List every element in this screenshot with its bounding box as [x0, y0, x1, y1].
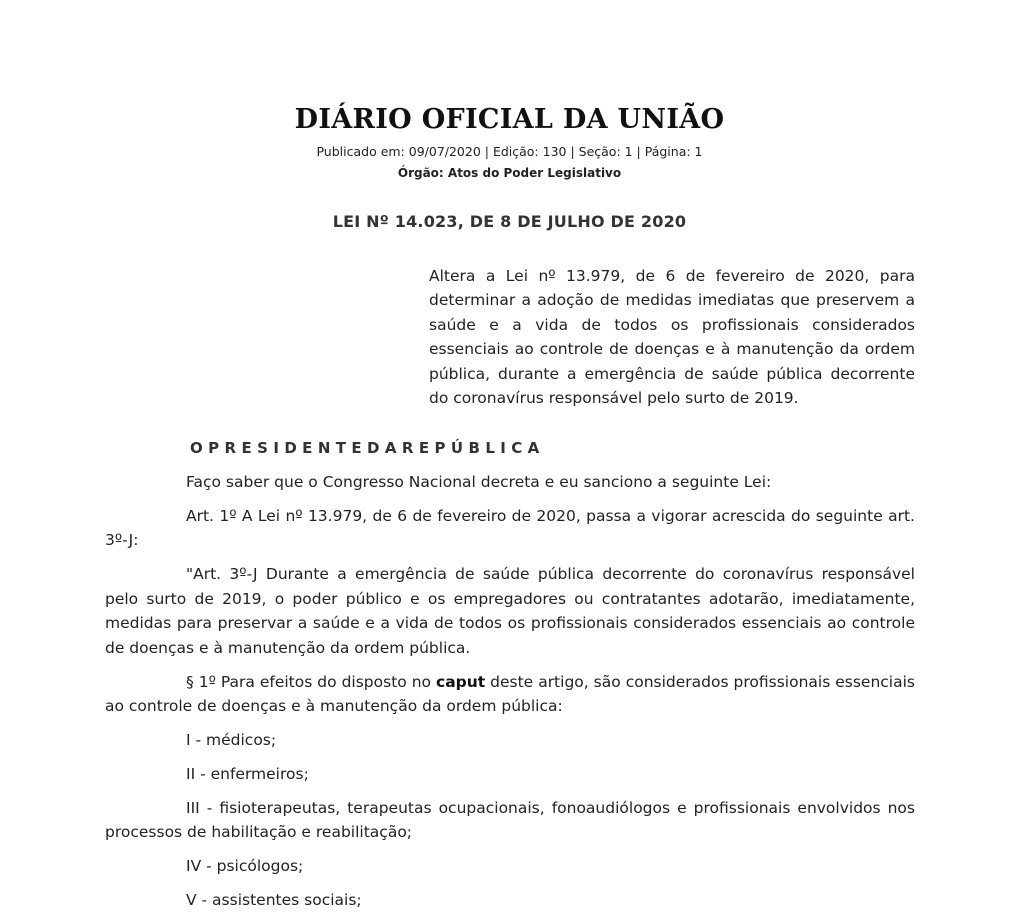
paragraph-1-lead: § 1º Para efeitos do disposto no — [186, 672, 436, 691]
article-1: Art. 1º A Lei nº 13.979, de 6 de fevereiro de 2020, passa a vigorar acrescida do seguinte art. 3º-J: — [105, 507, 915, 550]
publication-meta: Publicado em: 09/07/2020 | Edição: 130 | Seção: 1 | Página: 1 — [316, 144, 703, 159]
signatory-heading: OPRESIDENTEDAREPÚBLICA — [190, 439, 545, 457]
masthead-title: DIÁRIO OFICIAL DA UNIÃO — [294, 104, 725, 135]
list-item-iv: IV - psicólogos; — [186, 857, 304, 876]
paragraph-1 — [105, 670, 915, 719]
list-item-v: V - assistentes sociais; — [186, 891, 362, 910]
act-body — [105, 470, 915, 922]
caput-term: caput — [436, 672, 486, 691]
enactment-clause: Faço saber que o Congresso Nacional decreta e eu sanciono a seguinte Lei: — [186, 473, 772, 491]
list-item-ii: II - enfermeiros; — [186, 765, 309, 784]
list-item-iii: III - fisioterapeutas, terapeutas ocupacionais, fonoaudiólogos e profissionais envolvidos nos processos de habilitação e reabilitação; — [105, 799, 915, 842]
list-item-i: I - médicos; — [186, 731, 277, 750]
paragraph-1-tail: deste artigo, são considerados profissionais essenciais ao controle de doenças e à manutenção da ordem pública: — [105, 672, 915, 716]
act-title: LEI Nº 14.023, DE 8 DE JULHO DE 2020 — [332, 212, 687, 231]
issuing-body: Órgão: Atos do Poder Legislativo — [397, 166, 622, 180]
article-3j: "Art. 3º-J Durante a emergência de saúde pública decorrente do coronavírus responsável pelo surto de 2019, o poder público e os empregadores ou contratantes adotarão, imediatamente, medidas para preservar a saúde e a vida de todos os profissionais considerados essenciais ao controle de doenças e à manutenção da ordem pública. — [105, 565, 915, 657]
act-summary: Altera a Lei nº 13.979, de 6 de fevereiro de 2020, para determinar a adoção de medidas imediatas que preservem a saúde e a vida de todos os profissionais considerados essenciais ao controle de doenças e à manutenção da ordem pública, durante a emergência de saúde pública decorrente do coronavírus responsável pelo surto de 2019. — [429, 267, 915, 408]
